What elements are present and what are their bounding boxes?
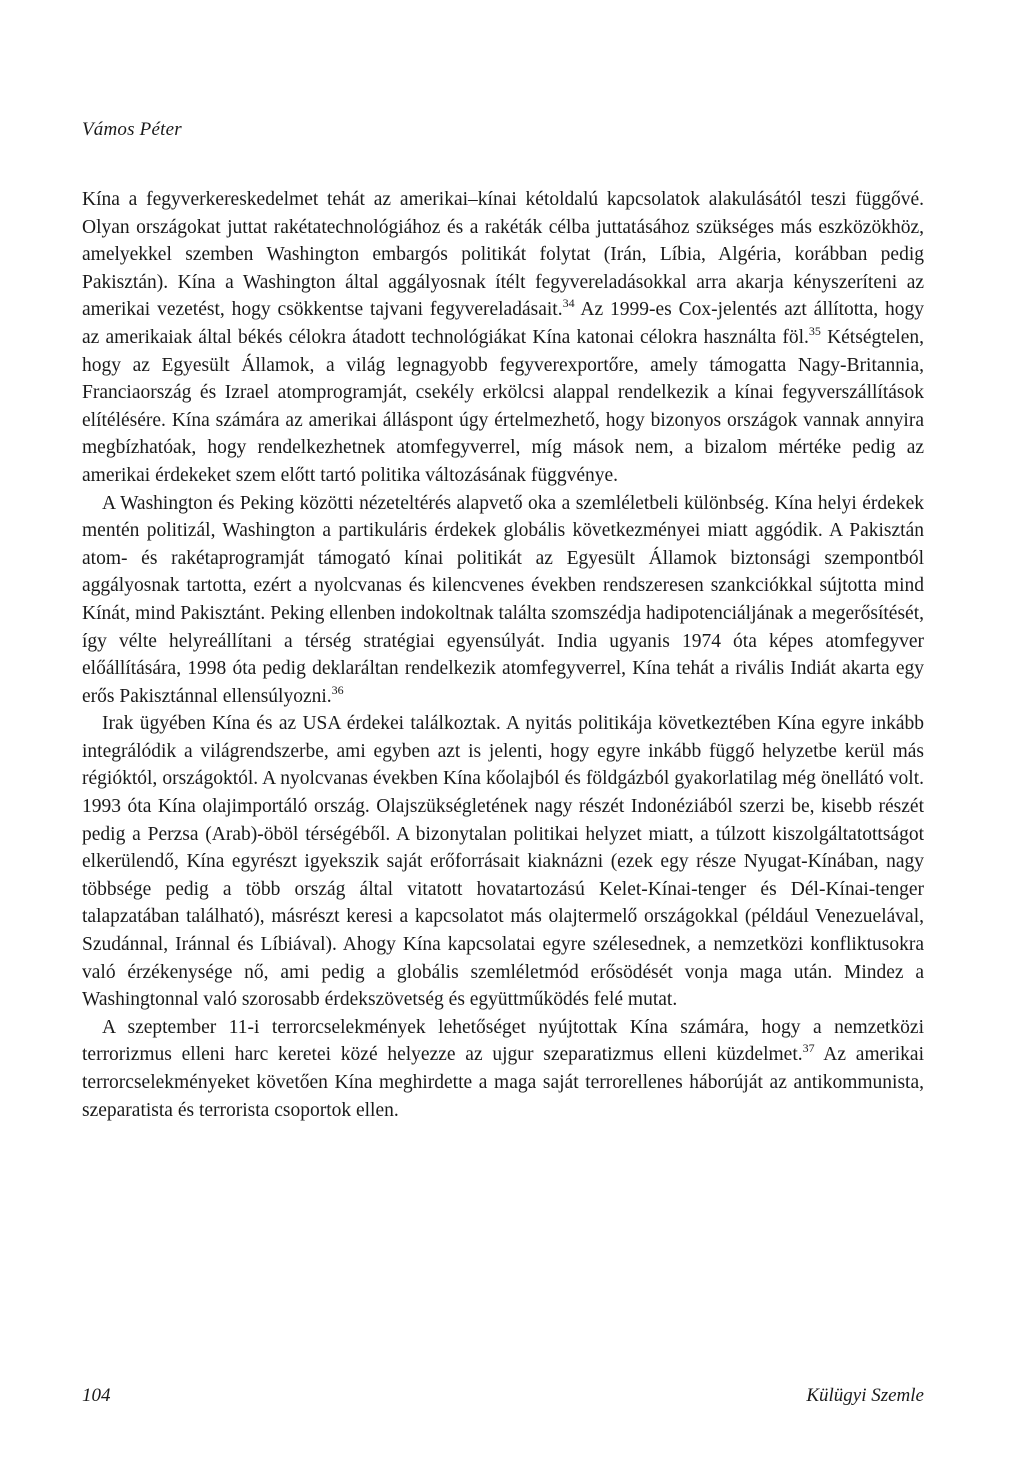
paragraph [82,186,924,490]
body-text [82,186,924,1124]
text-run: A Washington és Peking közötti nézeteltérés alapvető oka a szemléletbeli különbség. Kína helyi érdekek mentén politizál, Washington a partikuláris érdekek globális következményei miatt aggódik. A Pakisztán atom- és rakétaprogramját támogató kínai politikát az Egyesült Államok biztonsági szempontból aggályosnak tartotta, ezért a nyolcvanas és kilencvenes években rendszeresen szankciókkal sújtotta mind Kínát, mind Pakisztánt. Peking ellenben indokoltnak találta szomszédja hadipotenciáljának a megerősítését, így vélte helyreállítani a térség stratégiai egyensúlyát. India ugyanis 1974 óta képes atomfegyver előállítására, 1998 óta pedig deklaráltan rendelkezik atomfegyverrel, Kína tehát a rivális Indiát akarta egy erős Pakisztánnal ellensúlyozni. [82,492,924,707]
page-number: 104 [82,1385,111,1406]
text-run: Irak ügyében Kína és az USA érdekei találkoztak. A nyitás politikája következtében Kína egyre inkább integrálódik a világrendszerbe, ami egyben azt is jelenti, hogy egyre inkább függő helyzetbe kerül más régióktól, országoktól. A nyolcvanas években Kína kőolajból és földgázból gyakorlatilag még önellátó volt. 1993 óta Kína olajimportáló ország. Olajszükségletének nagy részét Indonéziából szerzi be, kisebb részét pedig a Perzsa (Arab)-öböl térségéből. A bizonytalan politikai helyzet miatt, a túlzott kiszolgáltatottságot elkerülendő, Kína egyrészt igyekszik saját erőforrásait kiaknázni (ezek egy része Nyugat-Kínában, nagy többsége pedig a több ország által vitatott hovatartozású Kelet-Kínai-tenger és Dél-Kínai-tenger talapzatában található), másrészt keresi a kapcsolatot más olajtermelő országokkal (például Venezuelával, Szudánnal, Iránnal és Líbiával). Ahogy Kína kapcsolatai egyre szélesednek, a nemzetközi konfliktusokra való érzékenysége nő, ami pedig a globális szemléletmód erősödését vonja maga után. Mindez a Washingtonnal való szorosabb érdekszövetség és együttműködés felé mutat. [82,713,924,1011]
text-run: Az 1999-es Cox-jelentés azt állította, hogy az amerikaiak által békés célokra átadott technológiákat Kína katonai célokra használta föl. [82,299,925,348]
running-head-author: Vámos Péter [82,119,182,140]
text-run: Kína a fegyverkereskedelmet tehát az amerikai–kínai kétoldalú kapcsolatok alakulásától teszi függővé. Olyan országokat juttat rakétatechnológiához és a rakéták célba juttatásához szükséges más eszközökhöz, amelyekkel szemben Washington embargós politikát folytat (Irán, Líbia, Algéria, korábban pedig Pakisztán). Kína a Washington által aggályosnak ítélt fegyvereladásokkal arra akarja kényszeríteni az amerikai vezetést, hogy csökkentse tajvani fegyvereladásait. [82,189,924,321]
footnote-ref-37: 37 [802,1041,815,1056]
paragraph [82,710,924,1014]
paragraph [82,490,924,711]
footnote-ref-35: 35 [808,323,821,338]
text-run: A szeptember 11-i terrorcselekmények lehetőséget nyújtottak Kína számára, hogy a nemzetközi terrorizmus elleni harc keretei közé helyezze az ujgur szeparatizmus elleni küzdelmet. [82,1016,924,1066]
footnote-ref-34: 34 [562,296,575,311]
text-run: Kétségtelen, hogy az Egyesült Államok, a világ legnagyobb fegyverexportőre, amely támogatta Nagy-Britannia, Franciaország és Izrael atomprogramját, csekély erkölcsi alappal rendelkezik a kínai fegyverszállítások elítélésére. Kína számára az amerikai álláspont úgy értelmezhető, hogy bizonyos országok vannak annyira megbízhatóak, hogy rendelkezhetnek atomfegyverrel, míg mások nem, a bizalom mértéke pedig az amerikai érdekeket szem előtt tartó politika változásának függvénye. [82,326,924,486]
paragraph [82,1014,924,1124]
text-run: Az amerikai terrorcselekményeket követően Kína meghirdette a maga saját terrorellenes háborúját az antikommunista, szeparatista és terrorista csoportok ellen. [82,1044,924,1121]
journal-title: Külügyi Szemle [806,1385,924,1406]
footnote-ref-36: 36 [331,682,344,697]
